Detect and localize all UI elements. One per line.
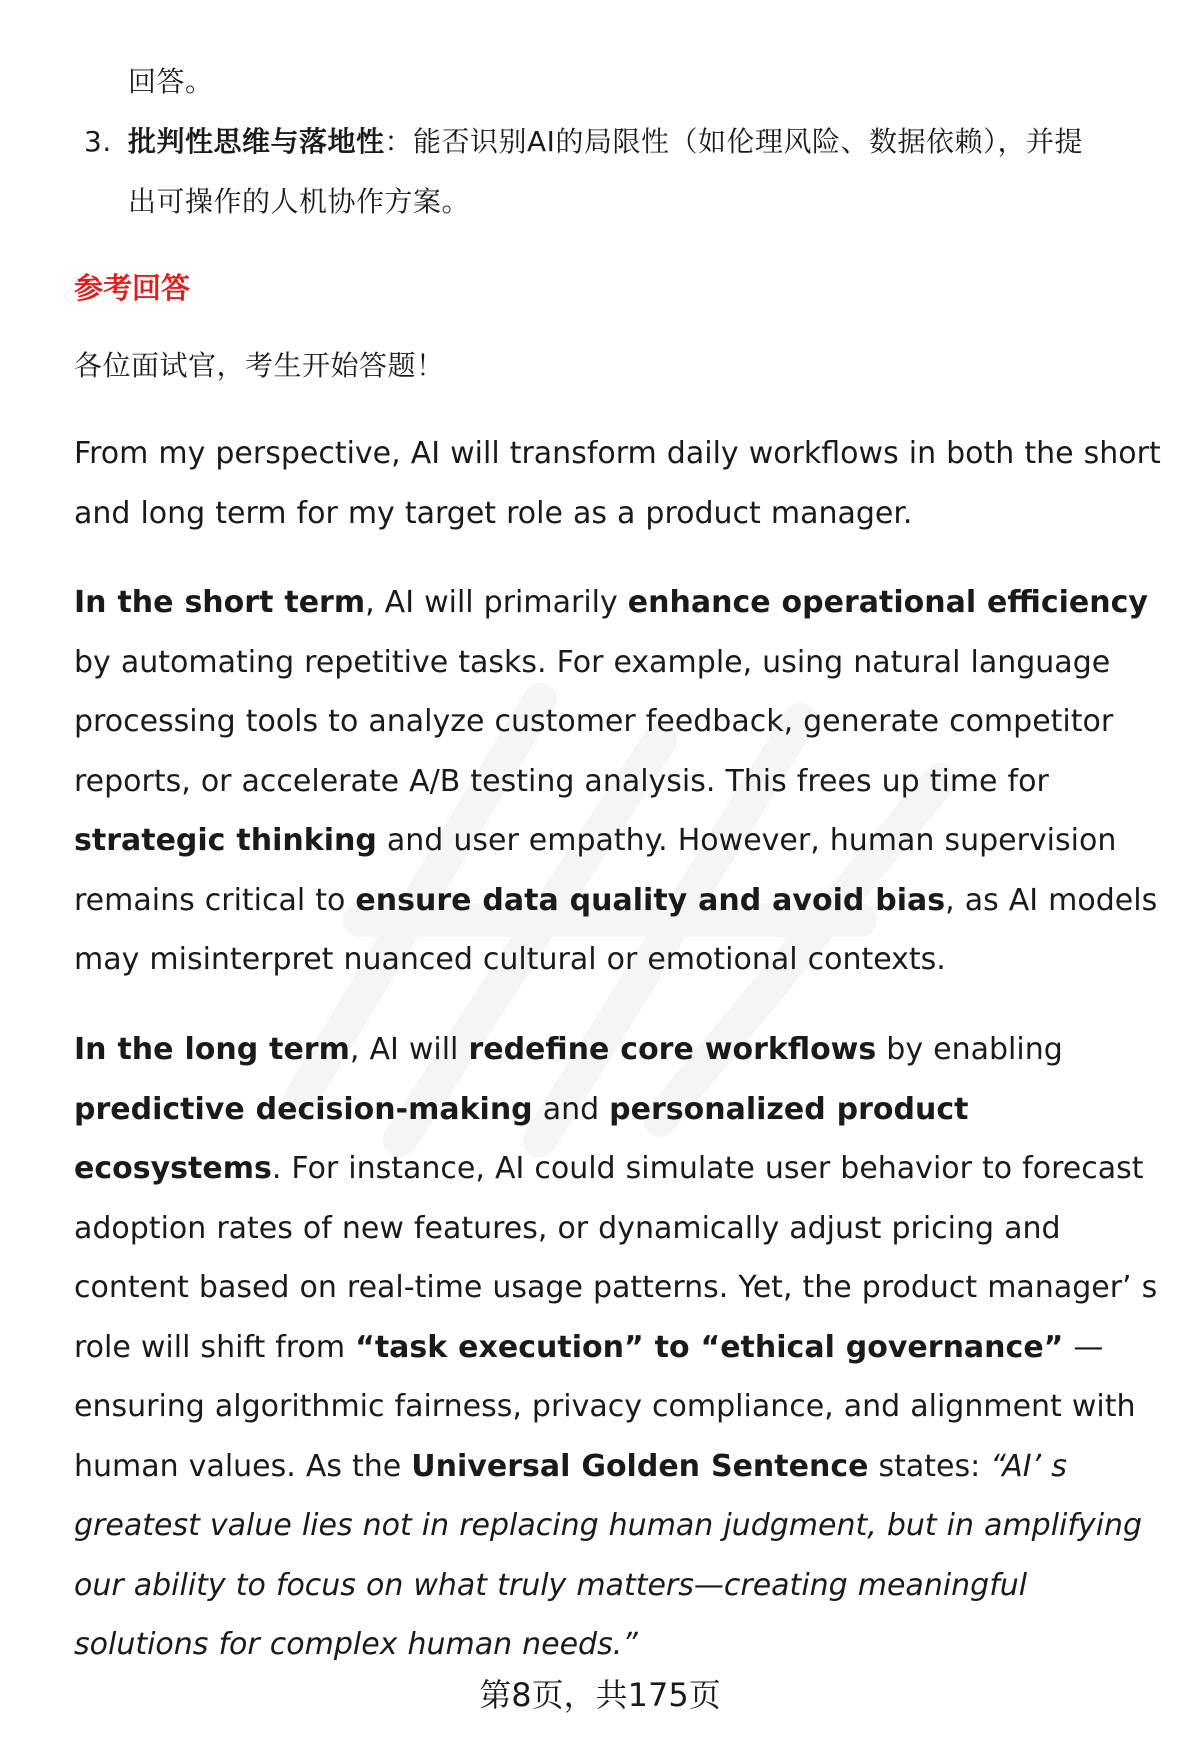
text-run: , as AI models may misinterpret nuanced cultural or emotional contexts.	[74, 882, 1158, 977]
bold-phrase: predictive decision-making	[74, 1091, 533, 1127]
text-run: , AI will primarily	[365, 585, 628, 620]
criteria-text-line2: 出可操作的人机协作方案。	[128, 185, 471, 218]
list-continuation-text: 回答。	[128, 65, 214, 98]
bold-phrase: strategic thinking	[74, 823, 377, 858]
paragraph-long-term	[74, 1020, 1164, 1675]
bold-phrase: “task execution” to “ethical governance”	[355, 1329, 1064, 1365]
criteria-title: 批判性思维与落地性	[128, 125, 385, 158]
criteria-text-line1: 能否识别AI的局限性（如伦理风险、数据依赖），并提	[413, 125, 1083, 158]
text-run: by enabling	[876, 1032, 1063, 1067]
text-run: by automating repetitive tasks. For example, using natural language processing tools to analyze customer feedback, generate competitor reports, or accelerate A/B testing analysis. This frees up time for	[74, 644, 1114, 799]
text-run: and	[532, 1091, 610, 1127]
list-number: 3.	[84, 125, 112, 158]
text-run: states:	[868, 1448, 991, 1484]
paragraph-short-term	[74, 573, 1164, 990]
golden-sentence-quote: “AI’ s greatest value lies not in replacing human judgment, but in amplifying our ability to focus on what truly matters—creating meaningful solutions for complex human needs.”	[74, 1448, 1143, 1662]
bold-phrase: ensure data quality and avoid bias	[355, 882, 946, 918]
text-run: —ensuring algorithmic fairness, privacy compliance, and alignment with human values. As the	[74, 1329, 1136, 1484]
reference-answer-heading: 参考回答	[74, 271, 191, 305]
bold-phrase: enhance operational efficiency	[627, 585, 1148, 620]
criteria-list-item-3	[84, 112, 1154, 232]
bold-phrase: personalized product ecosystems	[74, 1091, 969, 1186]
text-run: and user empathy. However, human supervision remains critical to	[74, 823, 1117, 918]
criteria-colon: ：	[384, 125, 414, 158]
page-number: 第8页，共175页	[479, 1676, 721, 1714]
text-run: , AI will	[349, 1032, 469, 1067]
bold-phrase: Universal Golden Sentence	[411, 1448, 869, 1484]
bold-phrase: redefine core workflows	[468, 1032, 877, 1067]
bold-phrase: In the long term	[74, 1032, 350, 1067]
greeting-text: 各位面试官，考生开始答题！	[74, 349, 445, 382]
text-run: . For instance, AI could simulate user behavior to forecast adoption rates of new features, or dynamically adjust pricing and content based on real-time usage patterns. Yet, the product manager’ s role will shift from	[74, 1151, 1158, 1365]
paragraph-intro: From my perspective, AI will transform daily workflows in both the short and long term for my target role as a product manager.	[74, 436, 1161, 531]
bold-phrase: In the short term	[74, 585, 366, 620]
